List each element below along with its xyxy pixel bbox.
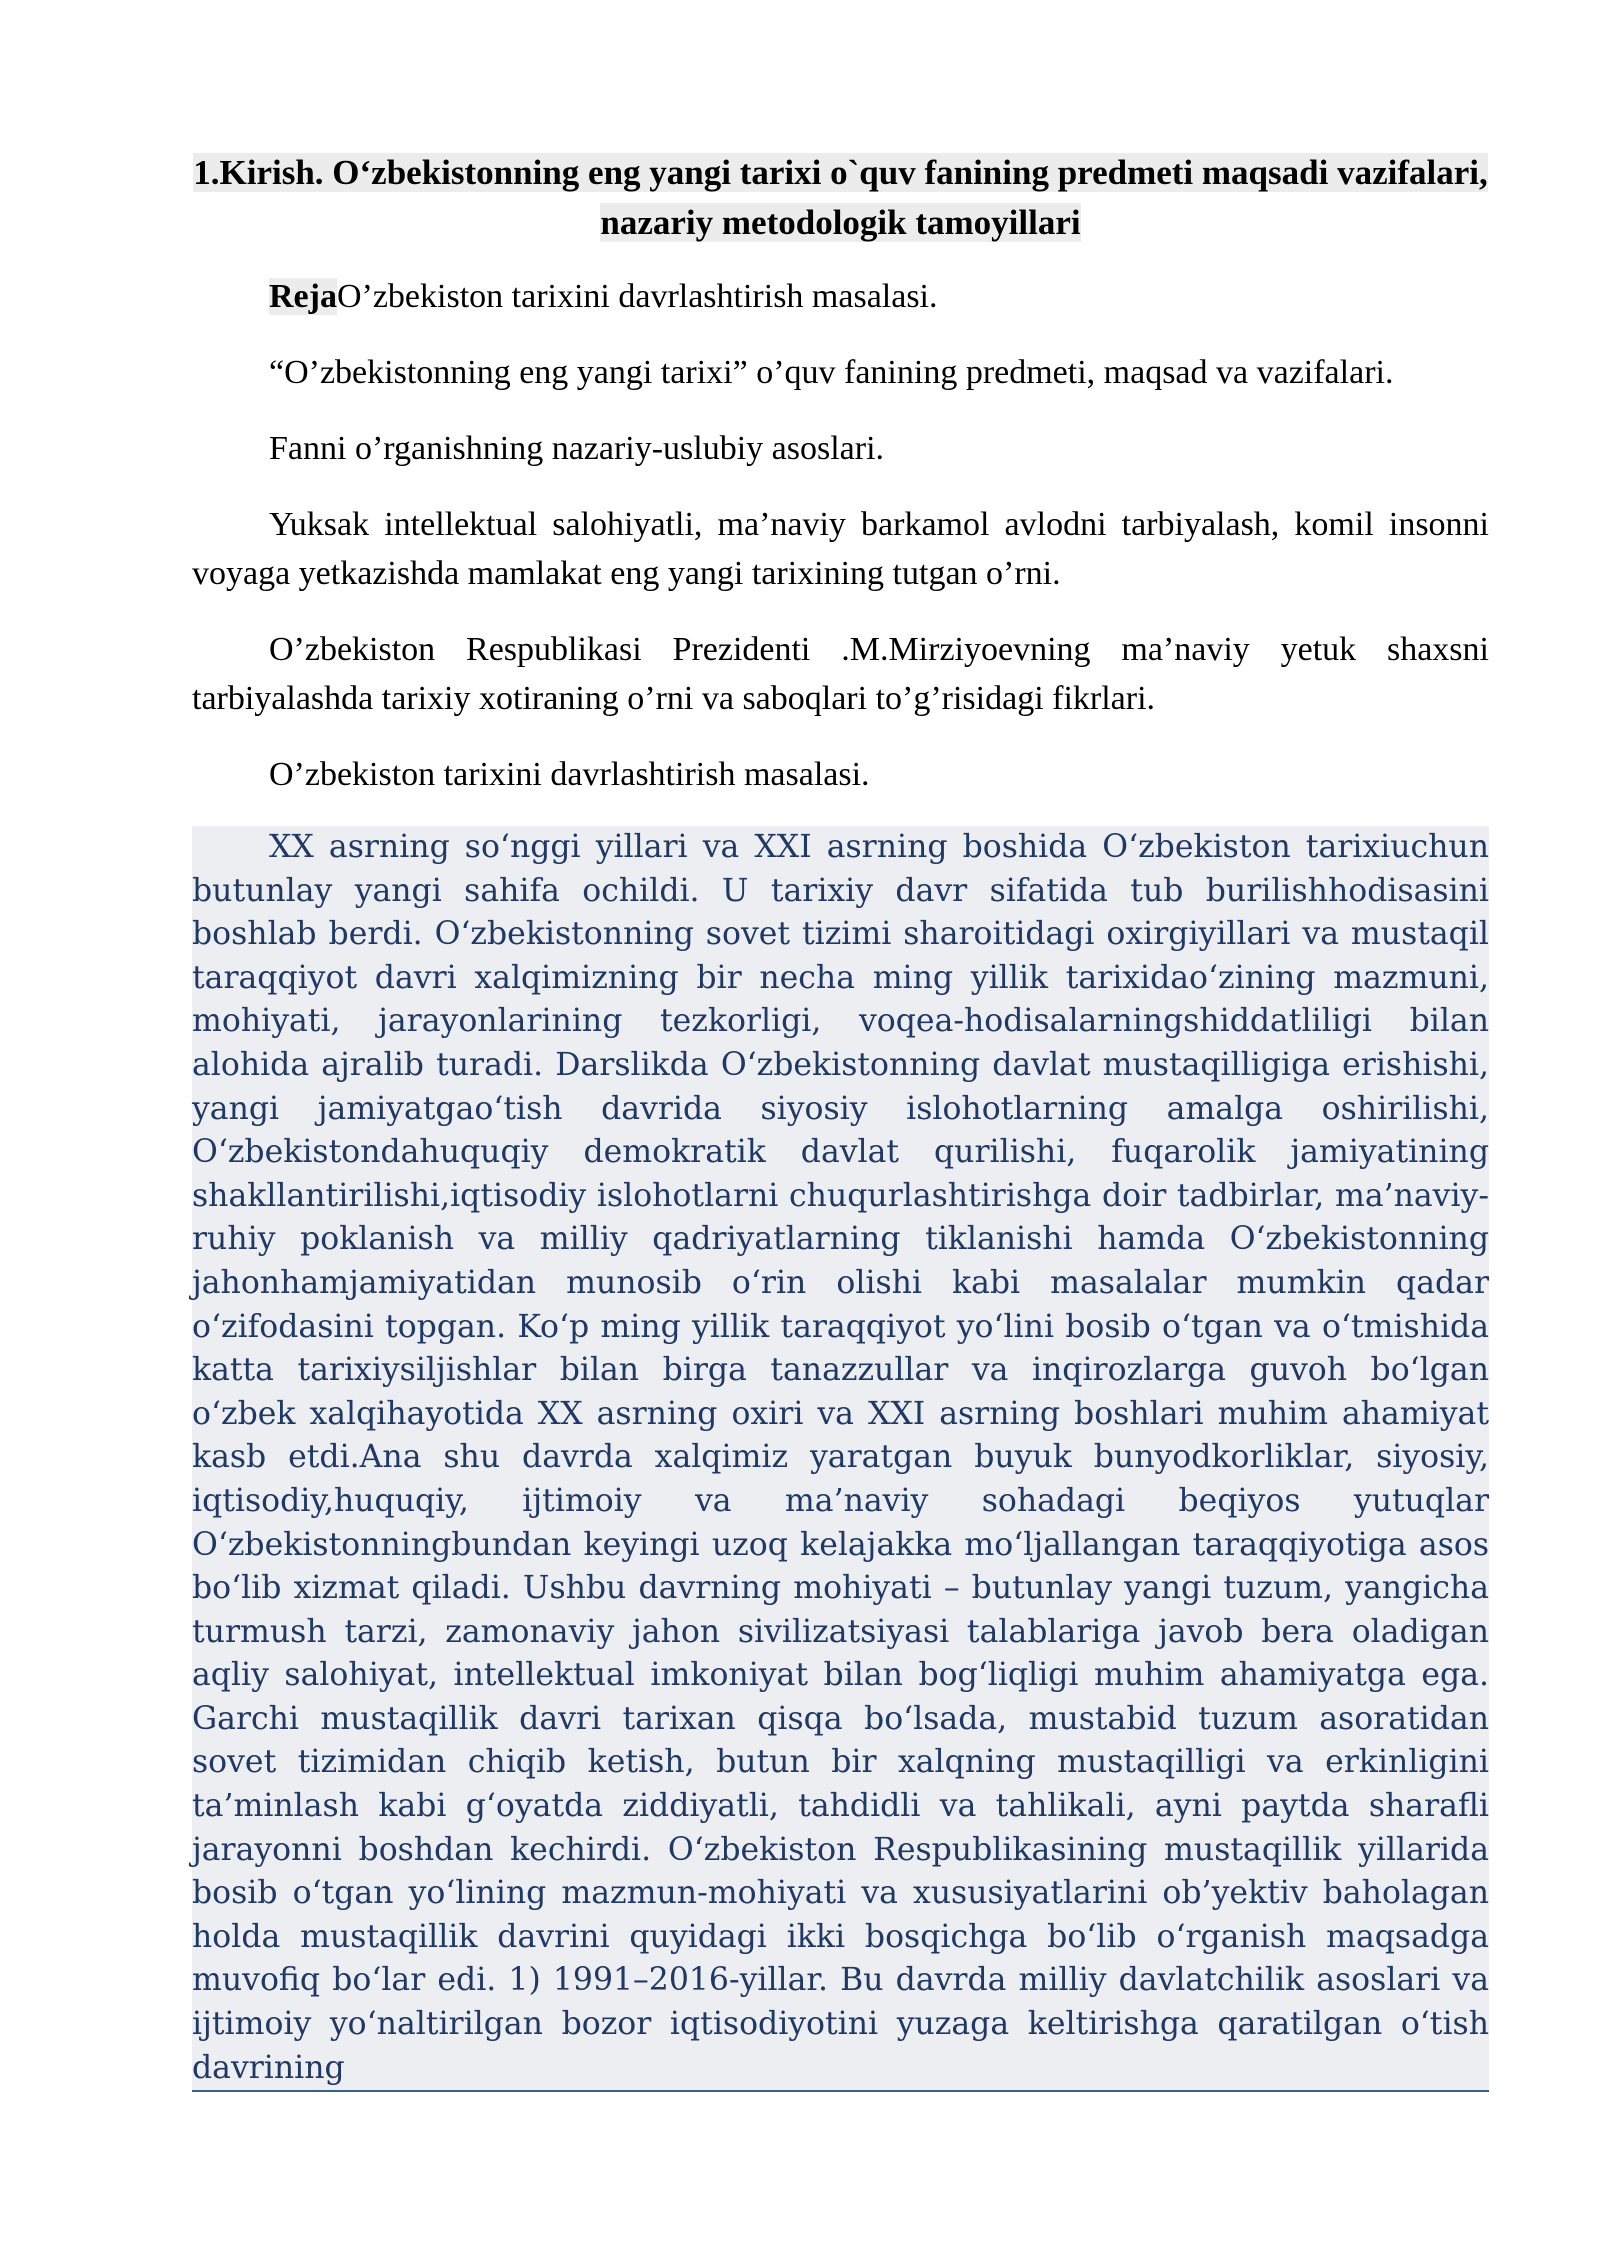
- plan-label: Reja: [269, 278, 337, 315]
- plan-paragraph: [192, 272, 1489, 321]
- document-title-text: 1.Kirish. O‘zbekistonning eng yangi tarixi o`quv fanining predmeti maqsadi vazifalari, nazariy metodologik tamoyillari: [193, 153, 1488, 242]
- plan-item-3: Yuksak intellektual salohiyatli, ma’naviy barkamol avlodni tarbiyalash, komil insonni voyaga yetkazishda mamlakat eng yangi tarixining tutgan o’rni.: [192, 506, 1489, 592]
- highlighted-body-paragraph: XX asrning so‘nggi yillari va XXI asrning boshida O‘zbekiston tarixiuchun butunlay yangi sahifa ochildi. U tarixiy davr sifatida tub burilishhodisasini boshlab berdi. O‘zbekistonning sovet tizimi sharoitidagi oxirgiyillari va mustaqil taraqqiyot davri xalqimizning bir necha ming yillik tarixidao‘zining mazmuni, mohiyati, jarayonlarining tezkorligi, voqea-hodisalarningshiddatliligi bilan alohida ajralib turadi. Darslikda O‘zbekistonning davlat mustaqilligiga erishishi, yangi jamiyatgao‘tish davrida siyosiy islohotlarning amalga oshirilishi, O‘zbekistondahuquqiy demokratik davlat qurilishi, fuqarolik jamiyatining shakllantirilishi,iqtisodiy islohotlarni chuqurlashtirishga doir tadbirlar, ma’naviy-ruhiy poklanish va milliy qadriyatlarning tiklanishi hamda O‘zbekistonning jahonhamjamiyatidan munosib o‘rin olishi kabi masalalar mumkin qadar o‘zifodasini topgan. Ko‘p ming yillik taraqqiyot yo‘lini bosib o‘tgan va o‘tmishida katta tarixiysiljishlar bilan birga tanazzullar va inqirozlarga guvoh bo‘lgan o‘zbek xalqihayotida XX asrning oxiri va XXI asrning boshlari muhim ahamiyat kasb etdi.Ana shu davrda xalqimiz yaratgan buyuk bunyodkorliklar, siyosiy, iqtisodiy,huquqiy, ijtimoiy va ma’naviy sohadagi beqiyos yutuqlar O‘zbekistonningbundan keyingi uzoq kelajakka mo‘ljallangan taraqqiyotiga asos bo‘lib xizmat qiladi. Ushbu davrning mohiyati – butunlay yangi tuzum, yangicha turmush tarzi, zamonaviy jahon sivilizatsiyasi talablariga javob bera oladigan aqliy salohiyat, intellektual imkoniyat bilan bog‘liqligi muhim ahamiyatga ega. Garchi mustaqillik davri tarixan qisqa bo‘lsada, mustabid tuzum asoratidan sovet tizimidan chiqib ketish, butun bir xalqning mustaqilligi va erkinligini ta’minlash kabi g‘oyatda ziddiyatli, tahdidli va tahlikali, ayni paytda sharafli jarayonni boshdan kechirdi. O‘zbekiston Respublikasining mustaqillik yillarida bosib o‘tgan yo‘lining mazmun-mohiyati va xususiyatlarini ob’yektiv baholagan holda mustaqillik davrini quyidagi ikki bosqichga bo‘lib o‘rganish maqsadga muvofiq bo‘lar edi. 1) 1991–2016-yillar. Bu davrda milliy davlatchilik asoslari va ijtimoiy yo‘naltirilgan bozor iqtisodiyotini yuzaga keltirishga qaratilgan o‘tish davrining: [192, 826, 1489, 2092]
- document-title: [192, 148, 1489, 248]
- plan-first-item: O’zbekiston tarixini davrlashtirish masalasi.: [336, 278, 938, 315]
- plan-item-4: O’zbekiston Respublikasi Prezidenti .M.Mirziyoevning ma’naviy yetuk shaxsni tarbiyalashda tarixiy xotiraning o’rni va saboqlari to’g’risidagi fikrlari.: [192, 631, 1489, 717]
- plan-item-5: O’zbekiston tarixini davrlashtirish masalasi.: [269, 756, 870, 793]
- document-body: [192, 148, 1489, 2092]
- plan-item-1: “O’zbekistonning eng yangi tarixi” o’quv fanining predmeti, maqsad va vazifalari.: [269, 354, 1394, 391]
- plan-item-2: Fanni o’rganishning nazariy-uslubiy asoslari.: [269, 430, 885, 467]
